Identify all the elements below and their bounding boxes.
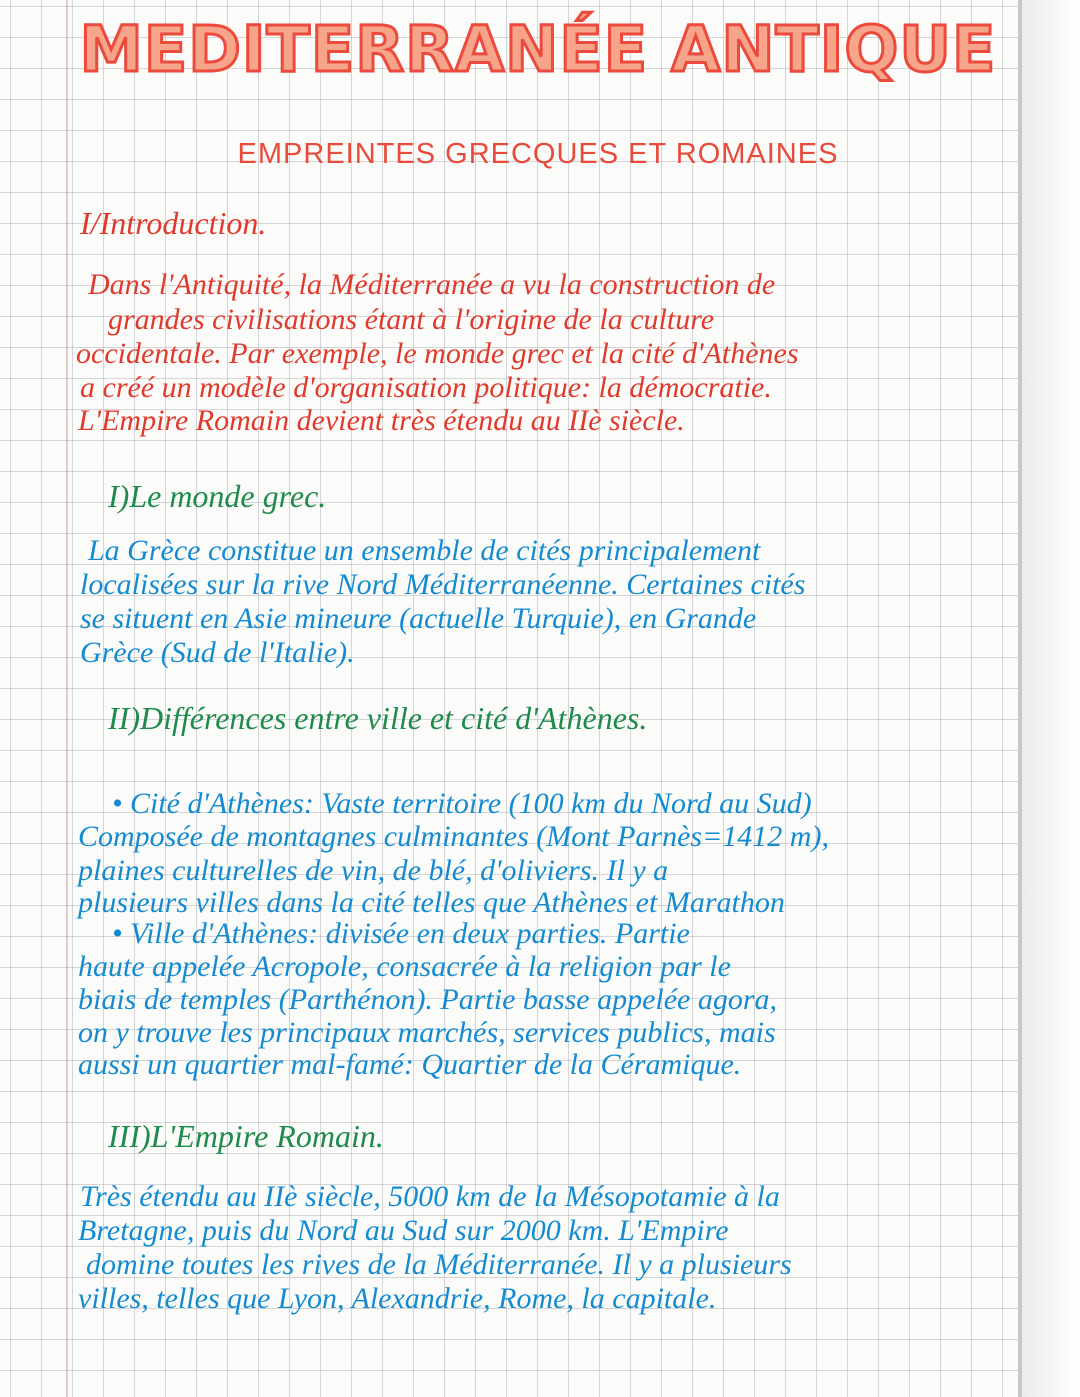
page-title: MEDITERRANÉE ANTIQUE <box>79 12 997 86</box>
margin-line <box>66 0 68 1397</box>
section-heading: III)L'Empire Romain. <box>108 1118 384 1154</box>
section-line: domine toutes les rives de la Méditerranée. Il y a plusieurs <box>86 1248 792 1281</box>
section-line: localisées sur la rive Nord Méditerranéenne. Certaines cités <box>80 568 806 601</box>
section-line: se situent en Asie mineure (actuelle Turquie), en Grande <box>80 602 757 635</box>
section-line: plusieurs villes dans la cité telles que Athènes et Marathon <box>78 886 785 919</box>
page-subtitle: EMPREINTES GRECQUES ET ROMAINES <box>237 138 839 170</box>
intro-line: occidentale. Par exemple, le monde grec et la cité d'Athènes <box>76 337 799 370</box>
section-line: • Ville d'Athènes: divisée en deux parties. Partie <box>112 917 690 950</box>
section-line: on y trouve les principaux marchés, services publics, mais <box>78 1016 776 1049</box>
section-line: haute appelée Acropole, consacrée à la religion par le <box>78 950 731 983</box>
section-line: villes, telles que Lyon, Alexandrie, Rome, la capitale. <box>78 1282 717 1315</box>
section-line: Bretagne, puis du Nord au Sud sur 2000 km. L'Empire <box>78 1214 729 1247</box>
intro-heading: I/Introduction. <box>80 205 267 241</box>
section-heading: I)Le monde grec. <box>108 478 327 514</box>
section-line: Très étendu au IIè siècle, 5000 km de la Mésopotamie à la <box>80 1180 780 1213</box>
section-line: plaines culturelles de vin, de blé, d'oliviers. Il y a <box>78 854 669 887</box>
intro-line: grandes civilisations étant à l'origine de la culture <box>108 303 715 336</box>
page-edge <box>1018 0 1022 1397</box>
section-line: Grèce (Sud de l'Italie). <box>80 636 355 669</box>
section-line: aussi un quartier mal-famé: Quartier de la Céramique. <box>78 1048 742 1081</box>
section-line: Composée de montagnes culminantes (Mont Parnès=1412 m), <box>78 820 829 853</box>
section-heading: II)Différences entre ville et cité d'Athènes. <box>108 700 648 736</box>
section-line: biais de temples (Parthénon). Partie basse appelée agora, <box>78 983 778 1016</box>
page-edge-shadow <box>1022 0 1080 1397</box>
section-line: • Cité d'Athènes: Vaste territoire (100 km du Nord au Sud) <box>112 787 812 820</box>
intro-line: a créé un modèle d'organisation politique: la démocratie. <box>80 371 772 404</box>
intro-line: L'Empire Romain devient très étendu au IIè siècle. <box>78 404 685 437</box>
section-line: La Grèce constitue un ensemble de cités principalement <box>88 534 761 567</box>
intro-line: Dans l'Antiquité, la Méditerranée a vu la construction de <box>88 268 776 301</box>
